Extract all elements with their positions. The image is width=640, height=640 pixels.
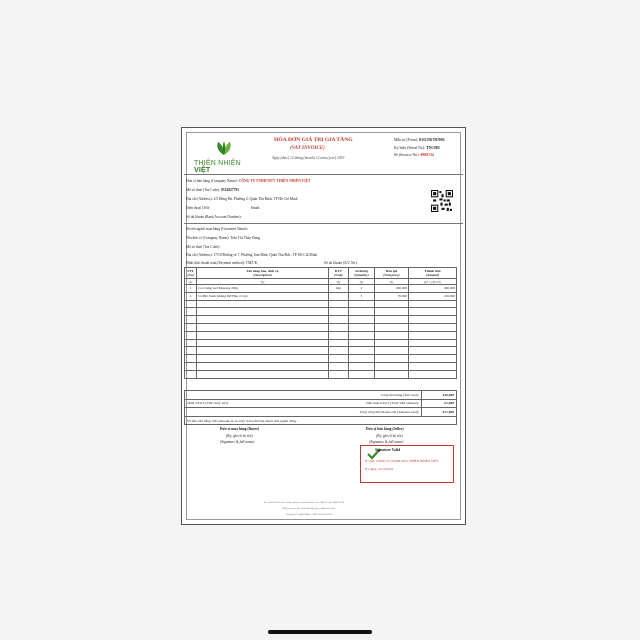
table-cell	[329, 292, 349, 300]
table-cell: 2	[349, 285, 375, 293]
invoice-number: Số (Invoice No): 0000134	[394, 153, 434, 157]
brand-name: THIÊN NHIÊN VIỆT	[194, 160, 241, 174]
table-row-empty	[185, 331, 457, 339]
buyer-signature-sub: (Ký, ghi rõ họ tên)	[226, 434, 253, 438]
seller-address: Địa chỉ (Address): 2/5 Hồng Hà, Phường 2, Quận Tân Bình, TP Hồ Chí Minh	[186, 197, 298, 201]
table-cell: 1	[185, 285, 197, 293]
table-cell: Cao Gừng Gel Massage 200g	[197, 285, 329, 293]
invoice-title: HÓA ĐƠN GIÁ TRỊ GIA TĂNG	[274, 137, 353, 143]
invoice-date: Ngày (date) 12 tháng (month) 12 năm (year) 2019	[272, 156, 345, 160]
table-cell: hộp	[329, 285, 349, 293]
divider	[184, 174, 463, 175]
table-row-empty	[185, 323, 457, 331]
leaf-icon	[214, 140, 234, 156]
col-quantity: Số lượng (Quantity)	[349, 268, 375, 279]
buyer-account: Số tài khoản (A/C No):	[324, 261, 358, 265]
home-indicator[interactable]	[268, 630, 372, 634]
vat-value: 61,000	[422, 399, 457, 408]
table-cell: 2	[185, 292, 197, 300]
table-row-empty	[185, 300, 457, 308]
buyer-signature-title: Đơn vị mua hàng (Buyer)	[220, 427, 260, 431]
items-table	[184, 267, 457, 379]
qr-code-icon	[431, 190, 453, 212]
stamp-signer: Ký bởi: CÔNG TY TNHH MTV THIÊN NHIÊN VIỆT	[365, 459, 439, 463]
table-row-empty	[185, 362, 457, 370]
total-value: 671,000	[422, 408, 457, 417]
table-cell: (3)	[329, 279, 349, 285]
buyer-address: Địa chỉ (Address): 17/18 Đường số 7, Phường Tam Bình, Quận Thủ Đức, TP. Hồ Chí Minh	[186, 253, 318, 257]
buyer-person: Họ tên người mua hàng (Customer Name):	[186, 227, 248, 231]
table-cell: 400,000	[409, 285, 457, 293]
serial-number: Ký hiệu (Serial No): TN/19E	[394, 145, 441, 150]
table-row	[185, 285, 457, 293]
brand-logo	[192, 136, 254, 176]
table-cell: (4)	[349, 279, 375, 285]
subtotal-label: Cộng tiền hàng (Sub total):	[259, 391, 422, 400]
col-no: STT (No)	[185, 268, 197, 279]
table-cell: 200,000	[375, 285, 409, 293]
seller-phone: Điện thoại (Tel): Email:	[186, 206, 261, 210]
stamp-valid-text: Signature Valid	[375, 448, 401, 452]
total-row	[185, 408, 457, 417]
footer-line-1: Tra cứu hóa đơn tại website: http://www.meinvoice.vn - Mã tra cứu: 04RC2C38	[264, 501, 345, 504]
buyer-tax: Mã số thuế (Tax Code):	[186, 245, 221, 249]
table-cell: (6) = (4) x (5)	[409, 279, 457, 285]
vat-rate: Thuế GTGT (VAT rate): 10%	[185, 399, 260, 408]
table-row-empty	[185, 339, 457, 347]
table-row-empty	[185, 370, 457, 378]
col-description: Tên hàng hóa, dịch vụ (Description)	[197, 268, 329, 279]
table-cell: 70,000	[375, 292, 409, 300]
table-cell: (5)	[375, 279, 409, 285]
seller-account: Số tài khoản (Bank Account Number):	[186, 215, 242, 219]
buyer-signature-sub2: (Signature & full name)	[220, 440, 255, 444]
invoice-sheet	[181, 127, 466, 525]
buyer-company: Tên đơn vị (Company Name): Trần Thị Thùy Dung	[186, 236, 261, 240]
table-row-empty	[185, 347, 457, 355]
table-row-empty	[185, 316, 457, 324]
vat-row	[185, 399, 457, 408]
words-row	[185, 416, 457, 425]
total-label: Tổng cộng tiền thanh toán (Amount total):	[259, 408, 422, 417]
col-unit: ĐVT (Unit)	[329, 268, 349, 279]
form-number: Mẫu số (Form): 01GTKT0/001	[394, 137, 445, 142]
table-cell: Cà Phê Xanh Kháng Mỡ Hộp 10 gói	[197, 292, 329, 300]
subtotal-value: 610,000	[422, 391, 457, 400]
totals-table	[184, 390, 457, 425]
digital-signature-stamp	[360, 445, 454, 483]
invoice-subtitle: (VAT INVOICE)	[290, 146, 325, 151]
stamp-date: Ký ngày: 12/12/2019	[365, 467, 394, 471]
table-row	[185, 292, 457, 300]
seller-signature-sub: (Ký, ghi rõ họ tên)	[376, 434, 403, 438]
table-cell: 210,000	[409, 292, 457, 300]
table-cell: 3	[349, 292, 375, 300]
table-cell: (1)	[185, 279, 197, 285]
col-unit-price: Đơn giá (Unit price)	[375, 268, 409, 279]
footer-line-2: (Cần kiểm tra, đối chiếu khi lập, giao, nhận hóa đơn)	[282, 507, 335, 510]
amount-in-words: Số tiền viết bằng chữ (Amount in words): Sáu trăm bảy mươi mốt nghìn đồng.	[185, 416, 457, 425]
col-amount: Thành tiền (Amount)	[409, 268, 457, 279]
table-row-empty	[185, 308, 457, 316]
seller-signature-title: Đơn vị bán hàng (Seller)	[366, 427, 404, 431]
vat-label: Tiền thuế GTGT (Total VAT amount):	[259, 399, 422, 408]
seller-signature-sub2: (Signature & full name)	[369, 440, 404, 444]
subtotal-row	[185, 391, 457, 400]
seller-tax: Mã số thuế (Tax Code): 0314927793	[186, 188, 239, 192]
seller-name: Đơn vị bán hàng (Company Name): CÔNG TY TNHH MTV THIÊN NHIÊN VIỆT	[186, 179, 311, 183]
table-cell: (2)	[197, 279, 329, 285]
table-header-row	[185, 268, 457, 279]
table-row-empty	[185, 355, 457, 363]
buyer-payment: Hình thức thanh toán (Payment method): TM/CK	[186, 261, 258, 265]
divider	[184, 223, 463, 224]
footer-line-3: (Công ty Cổ phần MISA - MST: 0101243150)	[286, 513, 333, 516]
